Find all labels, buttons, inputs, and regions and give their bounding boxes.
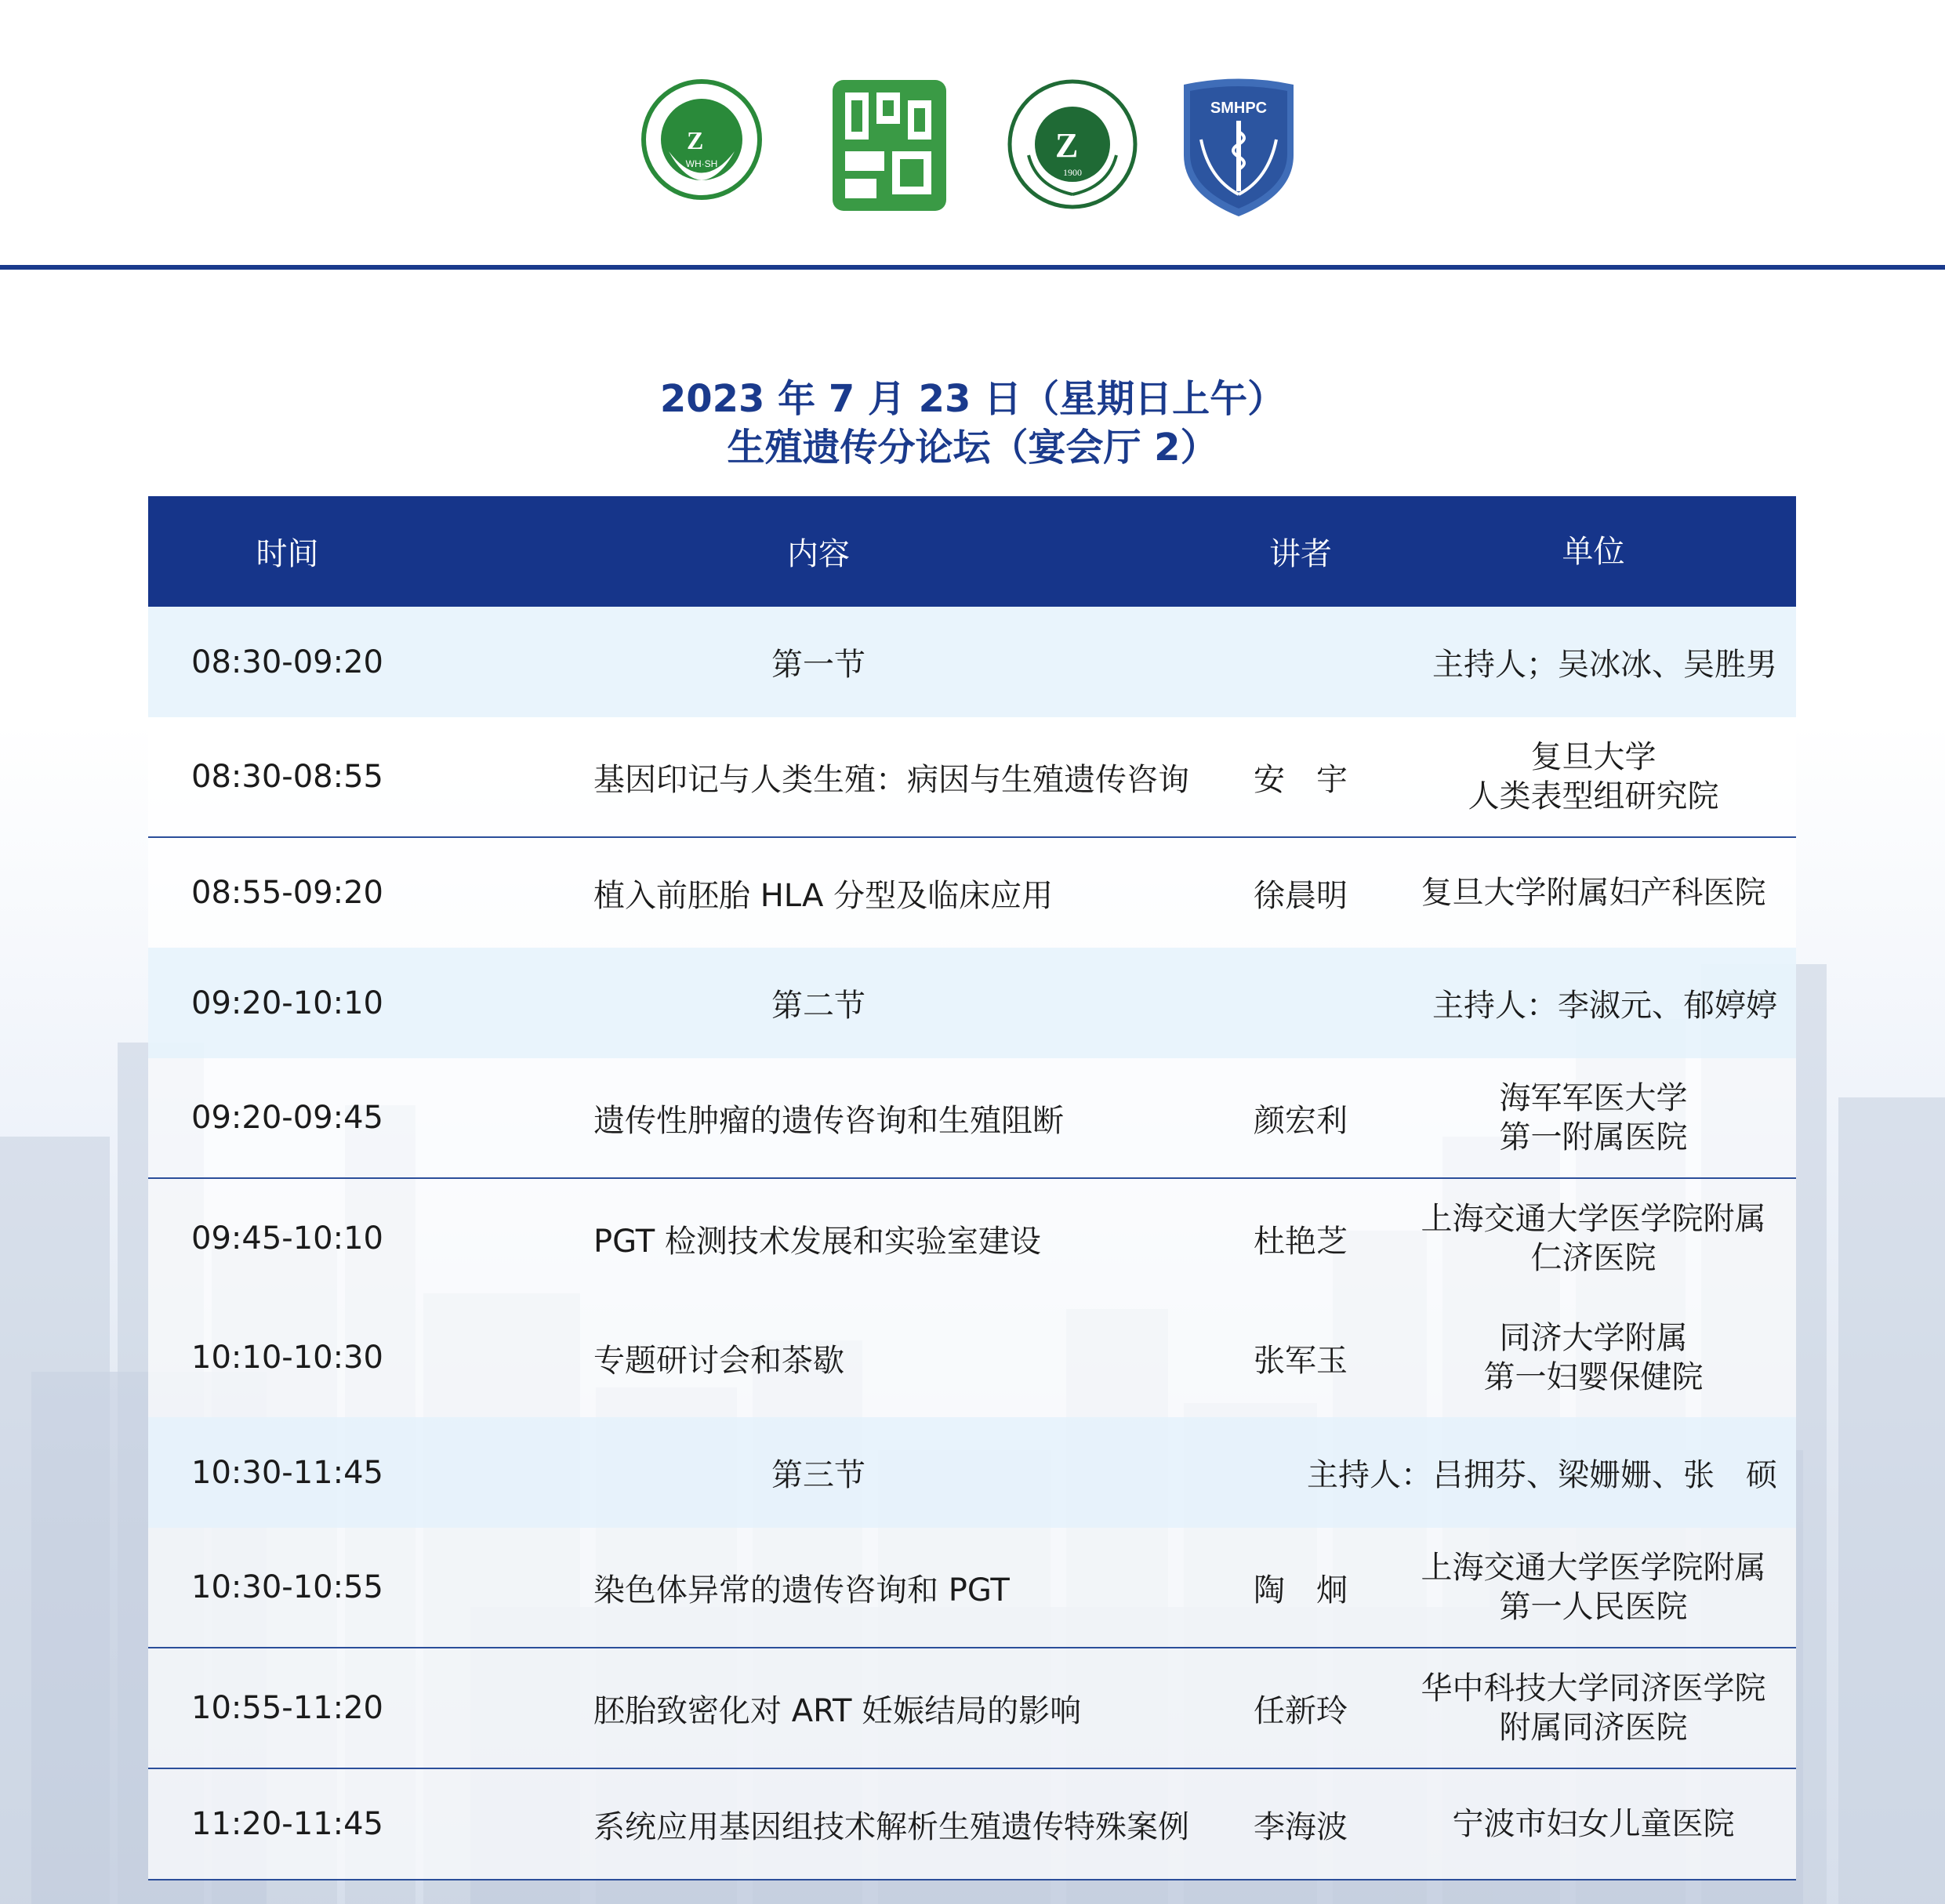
row-time: 09:20-09:45: [191, 1100, 383, 1136]
row-speaker: 安 宇: [1254, 761, 1348, 798]
row-speaker: 陶 炯: [1254, 1572, 1348, 1608]
row-speaker: 张军玉: [1254, 1342, 1348, 1379]
row-unit: [1391, 1669, 1796, 1747]
row-content: 染色体异常的遗传咨询和 PGT: [593, 1572, 1010, 1608]
section-row: [148, 607, 1796, 717]
row-unit: [1391, 738, 1796, 816]
row-unit: [1391, 873, 1796, 912]
table-row: [148, 1769, 1796, 1880]
row-unit-line1: 上海交通大学医学院附属: [1421, 1201, 1766, 1237]
row-unit: [1391, 1199, 1796, 1278]
table-row: [148, 838, 1796, 948]
title-date: 2023 年 7 月 23 日（星期日上午）: [659, 377, 1286, 421]
row-unit-line1: 华中科技大学同济医学院: [1421, 1670, 1766, 1706]
logo-row: [0, 77, 1945, 226]
row-unit: [1391, 1804, 1796, 1844]
row-content: 基因印记与人类生殖：病因与生殖遗传咨询: [593, 761, 1189, 798]
row-time: 08:30-09:20: [191, 644, 383, 680]
svg-text:1900: 1900: [1063, 167, 1082, 178]
row-time: 08:30-08:55: [191, 759, 383, 795]
table-row: [148, 1648, 1796, 1769]
table-header: [148, 496, 1796, 607]
smhpc-logo: [1178, 77, 1300, 219]
svg-text:WH·SH: WH·SH: [685, 158, 718, 169]
row-time: 09:20-10:10: [191, 985, 383, 1021]
row-unit: [1391, 1548, 1796, 1627]
section-title: 第二节: [771, 988, 865, 1024]
svg-text:Z: Z: [687, 126, 704, 154]
header-unit: 单位: [1562, 533, 1625, 570]
table-row: [148, 717, 1796, 838]
svg-text:SMHPC: SMHPC: [1210, 100, 1268, 117]
header-content: 内容: [787, 536, 850, 572]
section-row: [148, 1417, 1796, 1528]
row-unit-line1: 宁波市妇女儿童医院: [1452, 1806, 1735, 1842]
row-unit-line2: 仁济医院: [1530, 1240, 1657, 1276]
row-unit-line2: 附属同济医院: [1499, 1710, 1688, 1746]
title-forum: 生殖遗传分论坛（宴会厅 2）: [727, 426, 1218, 470]
header-speaker: 讲者: [1269, 536, 1332, 572]
tongji-hospital-logo: [1005, 77, 1141, 212]
row-content: 植入前胚胎 HLA 分型及临床应用: [593, 877, 1054, 914]
table-row: [148, 1058, 1796, 1179]
row-unit-line2: 人类表型组研究院: [1468, 778, 1719, 814]
row-speaker: 徐晨明: [1254, 877, 1348, 914]
schedule-title: [0, 375, 1945, 472]
row-unit-line2: 第一人民医院: [1499, 1589, 1688, 1625]
row-time: 08:55-09:20: [191, 875, 383, 911]
row-unit-line1: 上海交通大学医学院附属: [1421, 1550, 1766, 1586]
svg-text:Z: Z: [1055, 126, 1079, 165]
row-content: 专题研讨会和茶歇: [593, 1342, 844, 1379]
row-unit: [1391, 1318, 1796, 1397]
section-title: 第一节: [771, 647, 865, 683]
row-speaker: 杜艳芝: [1254, 1223, 1348, 1260]
table-row: [148, 1179, 1796, 1298]
row-time: 11:20-11:45: [191, 1806, 383, 1842]
schedule-table: [148, 496, 1796, 1880]
row-content: PGT 检测技术发展和实验室建设: [593, 1223, 1041, 1260]
row-speaker: 任新玲: [1254, 1692, 1348, 1729]
row-time: 10:10-10:30: [191, 1340, 383, 1376]
row-speaker: 李海波: [1254, 1808, 1348, 1845]
header-divider: [0, 265, 1945, 270]
row-time: 10:55-11:20: [191, 1690, 383, 1726]
table-row: [148, 1528, 1796, 1648]
row-unit-line1: 复旦大学附属妇产科医院: [1421, 875, 1766, 911]
section-title: 第三节: [771, 1457, 865, 1493]
header-time: 时间: [256, 536, 319, 572]
row-content: 遗传性肿瘤的遗传咨询和生殖阻断: [593, 1102, 1064, 1139]
row-time: 10:30-11:45: [191, 1454, 383, 1491]
row-unit-line1: 复旦大学: [1530, 739, 1657, 775]
row-unit-line1: 同济大学附属: [1499, 1320, 1688, 1356]
row-unit-line2: 第一附属医院: [1499, 1119, 1688, 1155]
page-header: [0, 0, 1945, 270]
row-content: 系统应用基因组技术解析生殖遗传特殊案例: [593, 1808, 1189, 1845]
section-host: 主持人：李淑元、郁婷婷: [1432, 988, 1777, 1024]
row-unit-line2: 第一妇婴保健院: [1483, 1359, 1704, 1395]
row-unit-line1: 海军军医大学: [1499, 1080, 1688, 1116]
row-content: 胚胎致密化对 ART 妊娠结局的影响: [593, 1692, 1082, 1729]
row-time: 09:45-10:10: [191, 1220, 383, 1257]
section-host: 主持人；吴冰冰、吴胜男: [1432, 647, 1777, 683]
seal-logo: [829, 77, 949, 214]
tongji-reproduction-forum-logo: [641, 77, 763, 212]
section-row: [148, 948, 1796, 1058]
row-speaker: 颜宏利: [1254, 1102, 1348, 1139]
table-row: [148, 1298, 1796, 1417]
row-unit: [1391, 1079, 1796, 1157]
row-time: 10:30-10:55: [191, 1569, 383, 1605]
section-host: 主持人：吕拥芬、梁姗姗、张 硕: [1307, 1457, 1777, 1493]
